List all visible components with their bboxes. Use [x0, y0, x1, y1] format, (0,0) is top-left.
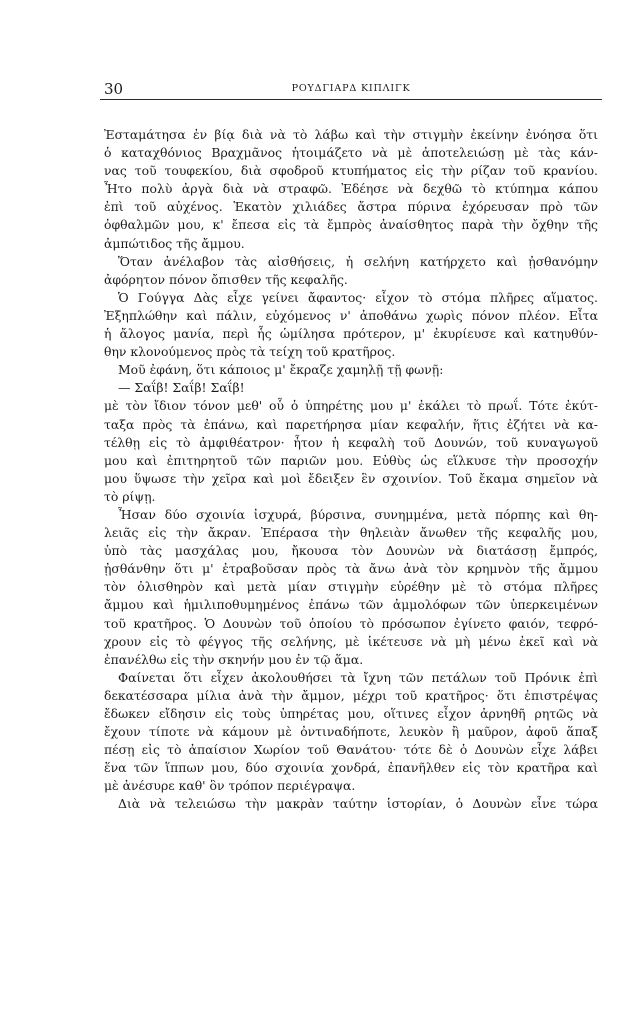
text-line: χρουν εἰς τὸ φέγγος τῆς σελήνης, μὲ ἱκέτευσε νὰ μὴ μένω ἐκεῖ καὶ νὰ	[104, 633, 598, 649]
text-line: μου καὶ ἐπιτηρητοῦ τῶν παριῶν μου. Εὐθὺς ὡς εἵλκυσε τὴν προσοχήν	[104, 452, 598, 468]
text-line: τὸ ρίψῃ.	[104, 488, 156, 504]
body-text	[104, 126, 598, 814]
text-line: θην κλονούμενος πρὸς τὰ τείχη τοῦ κρατῆρος.	[104, 344, 396, 360]
running-head: ΡΟΥΔΓΙΑΡΔ ΚΙΠΛΙΓΚ	[291, 83, 411, 94]
text-line: μου ὕψωσε τὴν χεῖρα καὶ μοὶ ἔδειξεν ἓν σχοινίον. Τοῦ ἔκαμα σημεῖον νὰ	[104, 470, 598, 486]
text-line: ἄμμου καὶ ἡμιλιποθυμημένος ἐπάνω τῶν ἀμμολόφων τῶν ὑπερκειμένων	[104, 597, 598, 613]
text-line: Ἐσταμάτησα ἐν βίᾳ διὰ νὰ τὸ λάβω καὶ τὴν στιγμὴν ἐκείνην ἐνόησα ὅτι	[104, 127, 598, 142]
text-line: τοῦ κρατῆρος. Ὁ Δουνὼν τοῦ ὁποίου τὸ πρόσωπον ἐγίνετο φαιόν, τεφρό-	[104, 615, 598, 631]
text-line: — Σαΐβ! Σαΐβ! Σαΐβ!	[118, 380, 245, 396]
text-line: λειᾶς εἰς τὴν ἄκραν. Ἐπέρασα τὴν θηλειὰν ἄνωθεν τῆς κεφαλῆς μου,	[104, 525, 598, 541]
text-line: ἀφόρητον πόνον ὄπισθεν τῆς κεφαλῆς.	[104, 271, 348, 287]
text-line: Διὰ νὰ τελειώσω τὴν μακρὰν ταύτην ἱστορίαν, ὁ Δουνὼν εἶνε τώρα	[118, 796, 598, 812]
text-line: τὸν ὀλισθηρὸν καὶ μετὰ μίαν στιγμὴν εὑρέθην μὲ τὸ στόμα πλῆρες	[104, 579, 598, 595]
text-line: Ἦτο πολὺ ἀργὰ διὰ νὰ στραφῶ. Ἐδέησε νὰ δεχθῶ τὸ κτύπημα κάπου	[104, 181, 598, 197]
text-line: ἀμπώτιδος τῆς ἄμμου.	[104, 235, 245, 251]
text-line: πέσῃ εἰς τὸ ἀπαίσιον Χωρίον τοῦ Θανάτου· τότε δὲ ὁ Δουνὼν εἶχε λάβει	[104, 742, 598, 758]
page-number: 30	[104, 80, 124, 98]
text-line: νας τοῦ τουφεκίου, διὰ σφοδροῦ κτυπήματος εἰς τὴν ρίζαν τοῦ κρανίου.	[104, 163, 598, 179]
text-line: ᾐσθάνθην ὅτι μ' ἐτραβοῦσαν πρὸς τὰ ἄνω ἀνὰ τὸν κρημνὸν τῆς ἄμμου	[104, 561, 598, 577]
text-line: Ἐξηπλώθην καὶ πάλιν, εὐχόμενος ν' ἀποθάνω χωρὶς πόνον πλέον. Εἶτα	[104, 307, 598, 323]
text-line: μὲ τὸν ἴδιον τόνον μεθ' οὗ ὁ ὑπηρέτης μου μ' ἐκάλει τὸ πρωΐ. Τότε ἐκύτ-	[104, 398, 598, 414]
book-page	[100, 80, 602, 812]
page-header	[100, 81, 602, 100]
text-line: ἐπὶ τοῦ αὐχένος. Ἑκατὸν χιλιάδες ἄστρα πύρινα ἐχόρευσαν πρὸ τῶν	[104, 199, 598, 215]
text-line: δεκατέσσαρα μίλια ἀνὰ τὴν ἄμμον, μέχρι τοῦ κρατῆρος· ὅτι ἐπιστρέψας	[104, 687, 598, 703]
text-line: Ὅταν ἀνέλαβον τὰς αἰσθήσεις, ἡ σελήνη κατήρχετο καὶ ᾐσθανόμην	[118, 253, 598, 269]
text-line: τέλθῃ εἰς τὸ ἀμφιθέατρον· ἦτον ἡ κεφαλὴ τοῦ Δουνών, τοῦ κυναγωγοῦ	[104, 434, 598, 450]
text-line: Φαίνεται ὅτι εἶχεν ἀκολουθήσει τὰ ἴχνη τῶν πετάλων τοῦ Πρόνικ ἐπὶ	[118, 669, 598, 685]
text-line: μὲ ἀνέσυρε καθ' ὃν τρόπον περιέγραψα.	[104, 778, 356, 794]
text-line: Μοῦ ἐφάνη, ὅτι κάποιος μ' ἔκραζε χαμηλῇ τῇ φωνῇ:	[118, 362, 444, 378]
text-line: ἕνα τῶν ἵππων μου, δύο σχοινία χονδρά, ἐπανῆλθεν εἰς τὸν κρατῆρα καὶ	[104, 760, 598, 776]
text-line: ἔχουν τίποτε νὰ κάμουν μὲ ὀντιναδήποτε, λευκὸν ἢ μαῦρον, ἀφοῦ ἅπαξ	[104, 724, 598, 740]
text-line: ταξα πρὸς τὰ ἐπάνω, καὶ παρετήρησα μίαν κεφαλήν, ἥτις ἐζήτει νὰ κα-	[104, 416, 598, 432]
text-line: Ὁ Γούγγα Δὰς εἶχε γείνει ἄφαντος· εἶχον τὸ στόμα πλῆρες αἵματος.	[118, 289, 598, 305]
text-line: ἡ ἄλογος μανία, περὶ ἧς ὡμίλησα πρότερον, μ' ἐκυρίευσε καὶ κατηυθύν-	[104, 326, 598, 342]
text-line: ὁ καταχθόνιος Βραχμᾶνος ἡτοιμάζετο νὰ μὲ ἀποτελειώσῃ μὲ τὰς κάν-	[104, 145, 598, 161]
text-line: ὑπὸ τὰς μασχάλας μου, ἤκουσα τὸν Δουνὼν νὰ διατάσσῃ ἔμπρός,	[104, 543, 598, 559]
text-line: Ἦσαν δύο σχοινία ἰσχυρά, βύρσινα, συνημμένα, μετὰ πόρπης καὶ θη-	[118, 506, 598, 522]
text-line: ὀφθαλμῶν μου, κ' ἔπεσα εἰς τὰ ἔμπρὸς ἀναίσθητος παρὰ τὴν ὄχθην τῆς	[104, 217, 598, 233]
text-line: ἔδωκεν εἴδησιν εἰς τοὺς ὑπηρέτας μου, οἵτινες εἶχον ἀρνηθῆ ρητῶς νὰ	[104, 706, 598, 721]
text-line: ἐπανέλθω εἰς τὴν σκηνήν μου ἐν τῷ ἅμα.	[104, 651, 364, 667]
